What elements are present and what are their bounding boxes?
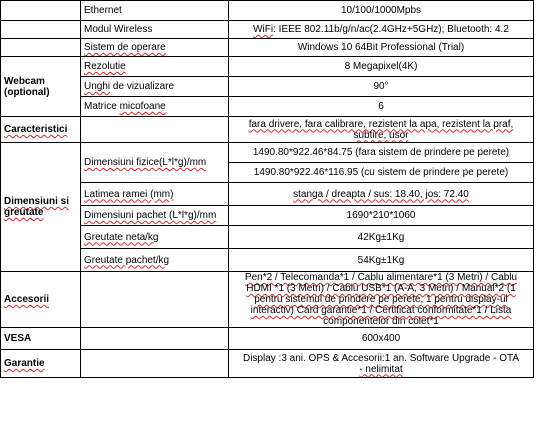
table-row <box>1 350 534 378</box>
category-accessories-text: Accesorii <box>4 294 50 305</box>
category-characteristics <box>1 117 81 143</box>
table-row <box>1 328 534 350</box>
value-mic: 6 <box>229 97 534 117</box>
table-row <box>1 226 534 249</box>
label-cell-empty <box>81 350 229 378</box>
value-ethernet: 10/100/1000Mpbs <box>229 1 534 21</box>
value-characteristics-line1: fara drivere, fara calibrare, rezistent la apa, rezistent la praf, <box>248 118 514 130</box>
value-net-weight: 42Kg±1Kg <box>229 226 534 249</box>
category-warranty <box>1 350 81 378</box>
label-net-weight <box>81 226 229 249</box>
value-angle: 90° <box>229 77 534 97</box>
label-os-text: Sistem de operare <box>84 42 166 53</box>
value-physical-dimensions-1: 1490.80*922.46*84.75 (fara sistem de prindere pe perete) <box>229 143 534 163</box>
table-row <box>1 143 534 163</box>
label-ethernet: Ethernet <box>81 1 229 21</box>
table-row <box>1 57 534 77</box>
value-accessories <box>229 272 534 328</box>
category-cell-empty <box>1 39 81 57</box>
label-resolution <box>81 57 229 77</box>
category-dimensions <box>1 143 81 272</box>
value-accessories-line1: Pen*2 / Telecomanda*1 / Cablu alimentare*1 (3 Metri) / Cablu <box>244 272 518 283</box>
label-os <box>81 39 229 57</box>
value-wireless-rest: : IEEE 802.11b/g/n/ac(2.4GHz+5GHz); Bluetooth: 4.2 <box>273 24 509 35</box>
value-frame-width-text: stanga / dreapta / sus: 18.40, jos: 72.40 <box>293 188 469 200</box>
label-cell-empty <box>81 272 229 328</box>
value-physical-dimensions-2: 1490.80*922.46*116.95 (cu sistem de prindere pe perete) <box>229 163 534 183</box>
value-accessories-line5: componentelor din colet*1 <box>323 316 439 327</box>
label-mic-a: Matrice <box>84 101 120 112</box>
value-os: Windows 10 64Bit Professional (Trial) <box>229 39 534 57</box>
label-angle <box>81 77 229 97</box>
table-row <box>1 97 534 117</box>
value-resolution: 8 Megapixel(4K) <box>229 57 534 77</box>
label-cell-empty <box>81 117 229 143</box>
label-frame-width-text: Latimea ramei (mm) <box>84 188 174 200</box>
value-accessories-line2: HDMI *1 (3 Metri) / Cablu USB*1 (A-A, 3 Metri) / Manual*2 (1 <box>246 283 516 294</box>
category-webcam: Webcam (optional) <box>1 57 81 117</box>
table-row <box>1 272 534 328</box>
table-row <box>1 21 534 39</box>
label-resolution-text: Rezolutie <box>84 61 126 72</box>
value-accessories-line4: interactiv) Card garantie*1 / Certificat conformitate*1 / Lista <box>250 305 512 316</box>
category-characteristics-text: Caracteristici <box>4 124 68 135</box>
label-physical-dimensions-text: Dimensiuni fizice(L*l*g)/mm <box>84 157 207 168</box>
value-characteristics-line2: subtire, usor <box>353 129 409 141</box>
label-mic <box>81 97 229 117</box>
label-physical-dimensions <box>81 143 229 183</box>
table-row <box>1 39 534 57</box>
category-vesa: VESA <box>1 328 81 350</box>
table-row <box>1 206 534 226</box>
label-package-weight-text: Greutate pachet/kg <box>84 254 170 266</box>
table-row <box>1 183 534 206</box>
table-row <box>1 249 534 272</box>
value-warranty-line2: - nelimitat <box>359 363 403 375</box>
label-package-weight <box>81 249 229 272</box>
category-cell-empty <box>1 21 81 39</box>
label-net-weight-text: Greutate neta/kg <box>84 231 159 243</box>
category-accessories <box>1 272 81 328</box>
label-angle-b: de vizualizare <box>110 81 175 92</box>
label-package-dimensions <box>81 206 229 226</box>
category-warranty-text: Garantie <box>4 358 45 369</box>
label-mic-b: micofoane <box>119 101 166 112</box>
value-vesa: 600x400 <box>229 328 534 350</box>
value-frame-width <box>229 183 534 206</box>
category-cell-empty <box>1 1 81 21</box>
value-wireless <box>229 21 534 39</box>
value-wireless-prefix: WiFi <box>253 24 274 35</box>
value-package-dimensions: 1690*210*1060 <box>229 206 534 226</box>
value-warranty-line1: Display :3 ani. OPS & Accesorii:1 an. Software Upgrade - OTA <box>242 352 520 364</box>
label-cell-empty <box>81 328 229 350</box>
value-warranty <box>229 350 534 378</box>
label-angle-a: Unghi <box>84 81 111 92</box>
value-package-weight: 54Kg±1Kg <box>229 249 534 272</box>
value-characteristics <box>229 117 534 143</box>
value-accessories-line3: pentru sistemul de prindere pe perete, 1 pentru display-ul <box>254 294 508 305</box>
table-row <box>1 1 534 21</box>
label-package-dimensions-text: Dimensiuni pachet (L*l*g)/mm <box>84 210 217 221</box>
table-row <box>1 77 534 97</box>
label-wireless: Modul Wireless <box>81 21 229 39</box>
label-frame-width <box>81 183 229 206</box>
category-dimensions-text: Dimensiuni si greutate <box>4 196 70 218</box>
table-row <box>1 117 534 143</box>
